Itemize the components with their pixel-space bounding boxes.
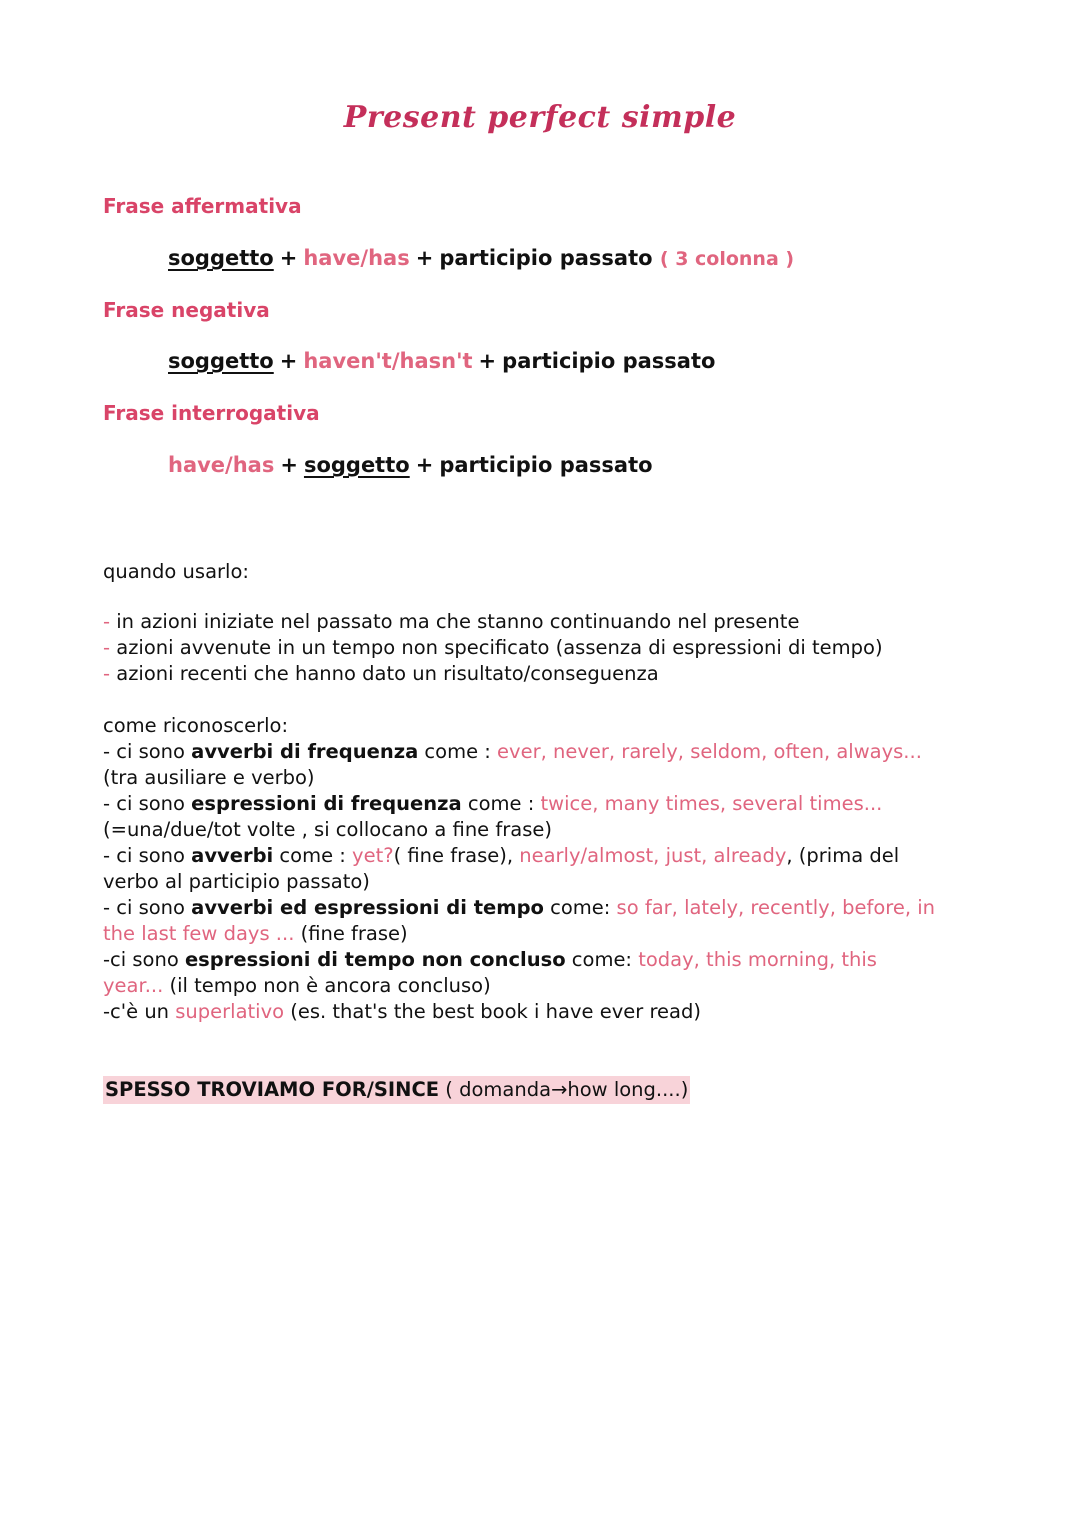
text-line: the last few days ... (fine frase) xyxy=(103,922,408,945)
page-title: Present perfect simple xyxy=(343,100,737,135)
text-line: - ci sono avverbi ed espressioni di tempo come: so far, lately, recently, before, in xyxy=(103,896,936,919)
heading-negativa: Frase negativa xyxy=(103,298,270,322)
formula-participle: participio passato xyxy=(439,453,653,477)
note-prefix: SPESSO TROVIAMO FOR/SINCE xyxy=(105,1078,440,1101)
formula-affermativa xyxy=(168,246,794,270)
formula-participle: participio passato xyxy=(439,246,653,270)
text-line: -c'è un superlativo (es. that's the best book i have ever read) xyxy=(103,1000,701,1023)
formula-negativa xyxy=(168,349,715,373)
heading-interrogativa: Frase interrogativa xyxy=(103,401,320,425)
note-rest: ( domanda→how long....) xyxy=(439,1078,689,1101)
formula-subject: soggetto xyxy=(168,246,274,270)
formula-plus: + xyxy=(478,349,497,373)
formula-plus: + xyxy=(415,453,434,477)
text-line: year... (il tempo non è ancora concluso) xyxy=(103,974,491,997)
text-line: verbo al participio passato) xyxy=(103,870,370,893)
usage-heading: quando usarlo: xyxy=(103,560,249,583)
heading-affermativa: Frase affermativa xyxy=(103,194,302,218)
formula-plus: + xyxy=(280,453,298,477)
text-line: (=una/due/tot volte , si collocano a fine frase) xyxy=(103,818,552,841)
recognize-block xyxy=(103,713,1003,1025)
formula-interrogativa xyxy=(168,453,653,477)
usage-list xyxy=(103,609,1003,687)
recognize-heading: come riconoscerlo: xyxy=(103,714,289,737)
formula-plus: + xyxy=(415,246,434,270)
formula-subject: soggetto xyxy=(168,349,274,373)
list-item: - azioni recenti che hanno dato un risultato/conseguenza xyxy=(103,662,659,685)
text-line: (tra ausiliare e verbo) xyxy=(103,766,315,789)
list-item: - azioni avvenute in un tempo non specificato (assenza di espressioni di tempo) xyxy=(103,636,883,659)
formula-plus: + xyxy=(279,246,298,270)
formula-subject: soggetto xyxy=(303,453,410,477)
text-line: - ci sono espressioni di frequenza come : twice, many times, several times... xyxy=(103,792,883,815)
formula-auxiliary: have/has xyxy=(303,246,410,270)
formula-participle: participio passato xyxy=(502,349,716,373)
highlighted-note xyxy=(103,1076,690,1104)
text-line: - ci sono avverbi come : yet?( fine frase), nearly/almost, just, already, (prima del xyxy=(103,844,900,867)
text-line: -ci sono espressioni di tempo non concluso come: today, this morning, this xyxy=(103,948,877,971)
bullet: - xyxy=(103,662,111,685)
bullet: - xyxy=(103,610,111,633)
formula-auxiliary: have/has xyxy=(168,453,275,477)
formula-plus: + xyxy=(279,349,298,373)
text-line: - ci sono avverbi di frequenza come : ever, never, rarely, seldom, often, always... xyxy=(103,740,922,763)
list-item: - in azioni iniziate nel passato ma che stanno continuando nel presente xyxy=(103,610,800,633)
formula-auxiliary: haven't/hasn't xyxy=(303,349,473,373)
formula-note: ( 3 colonna ) xyxy=(659,248,795,270)
bullet: - xyxy=(103,636,111,659)
